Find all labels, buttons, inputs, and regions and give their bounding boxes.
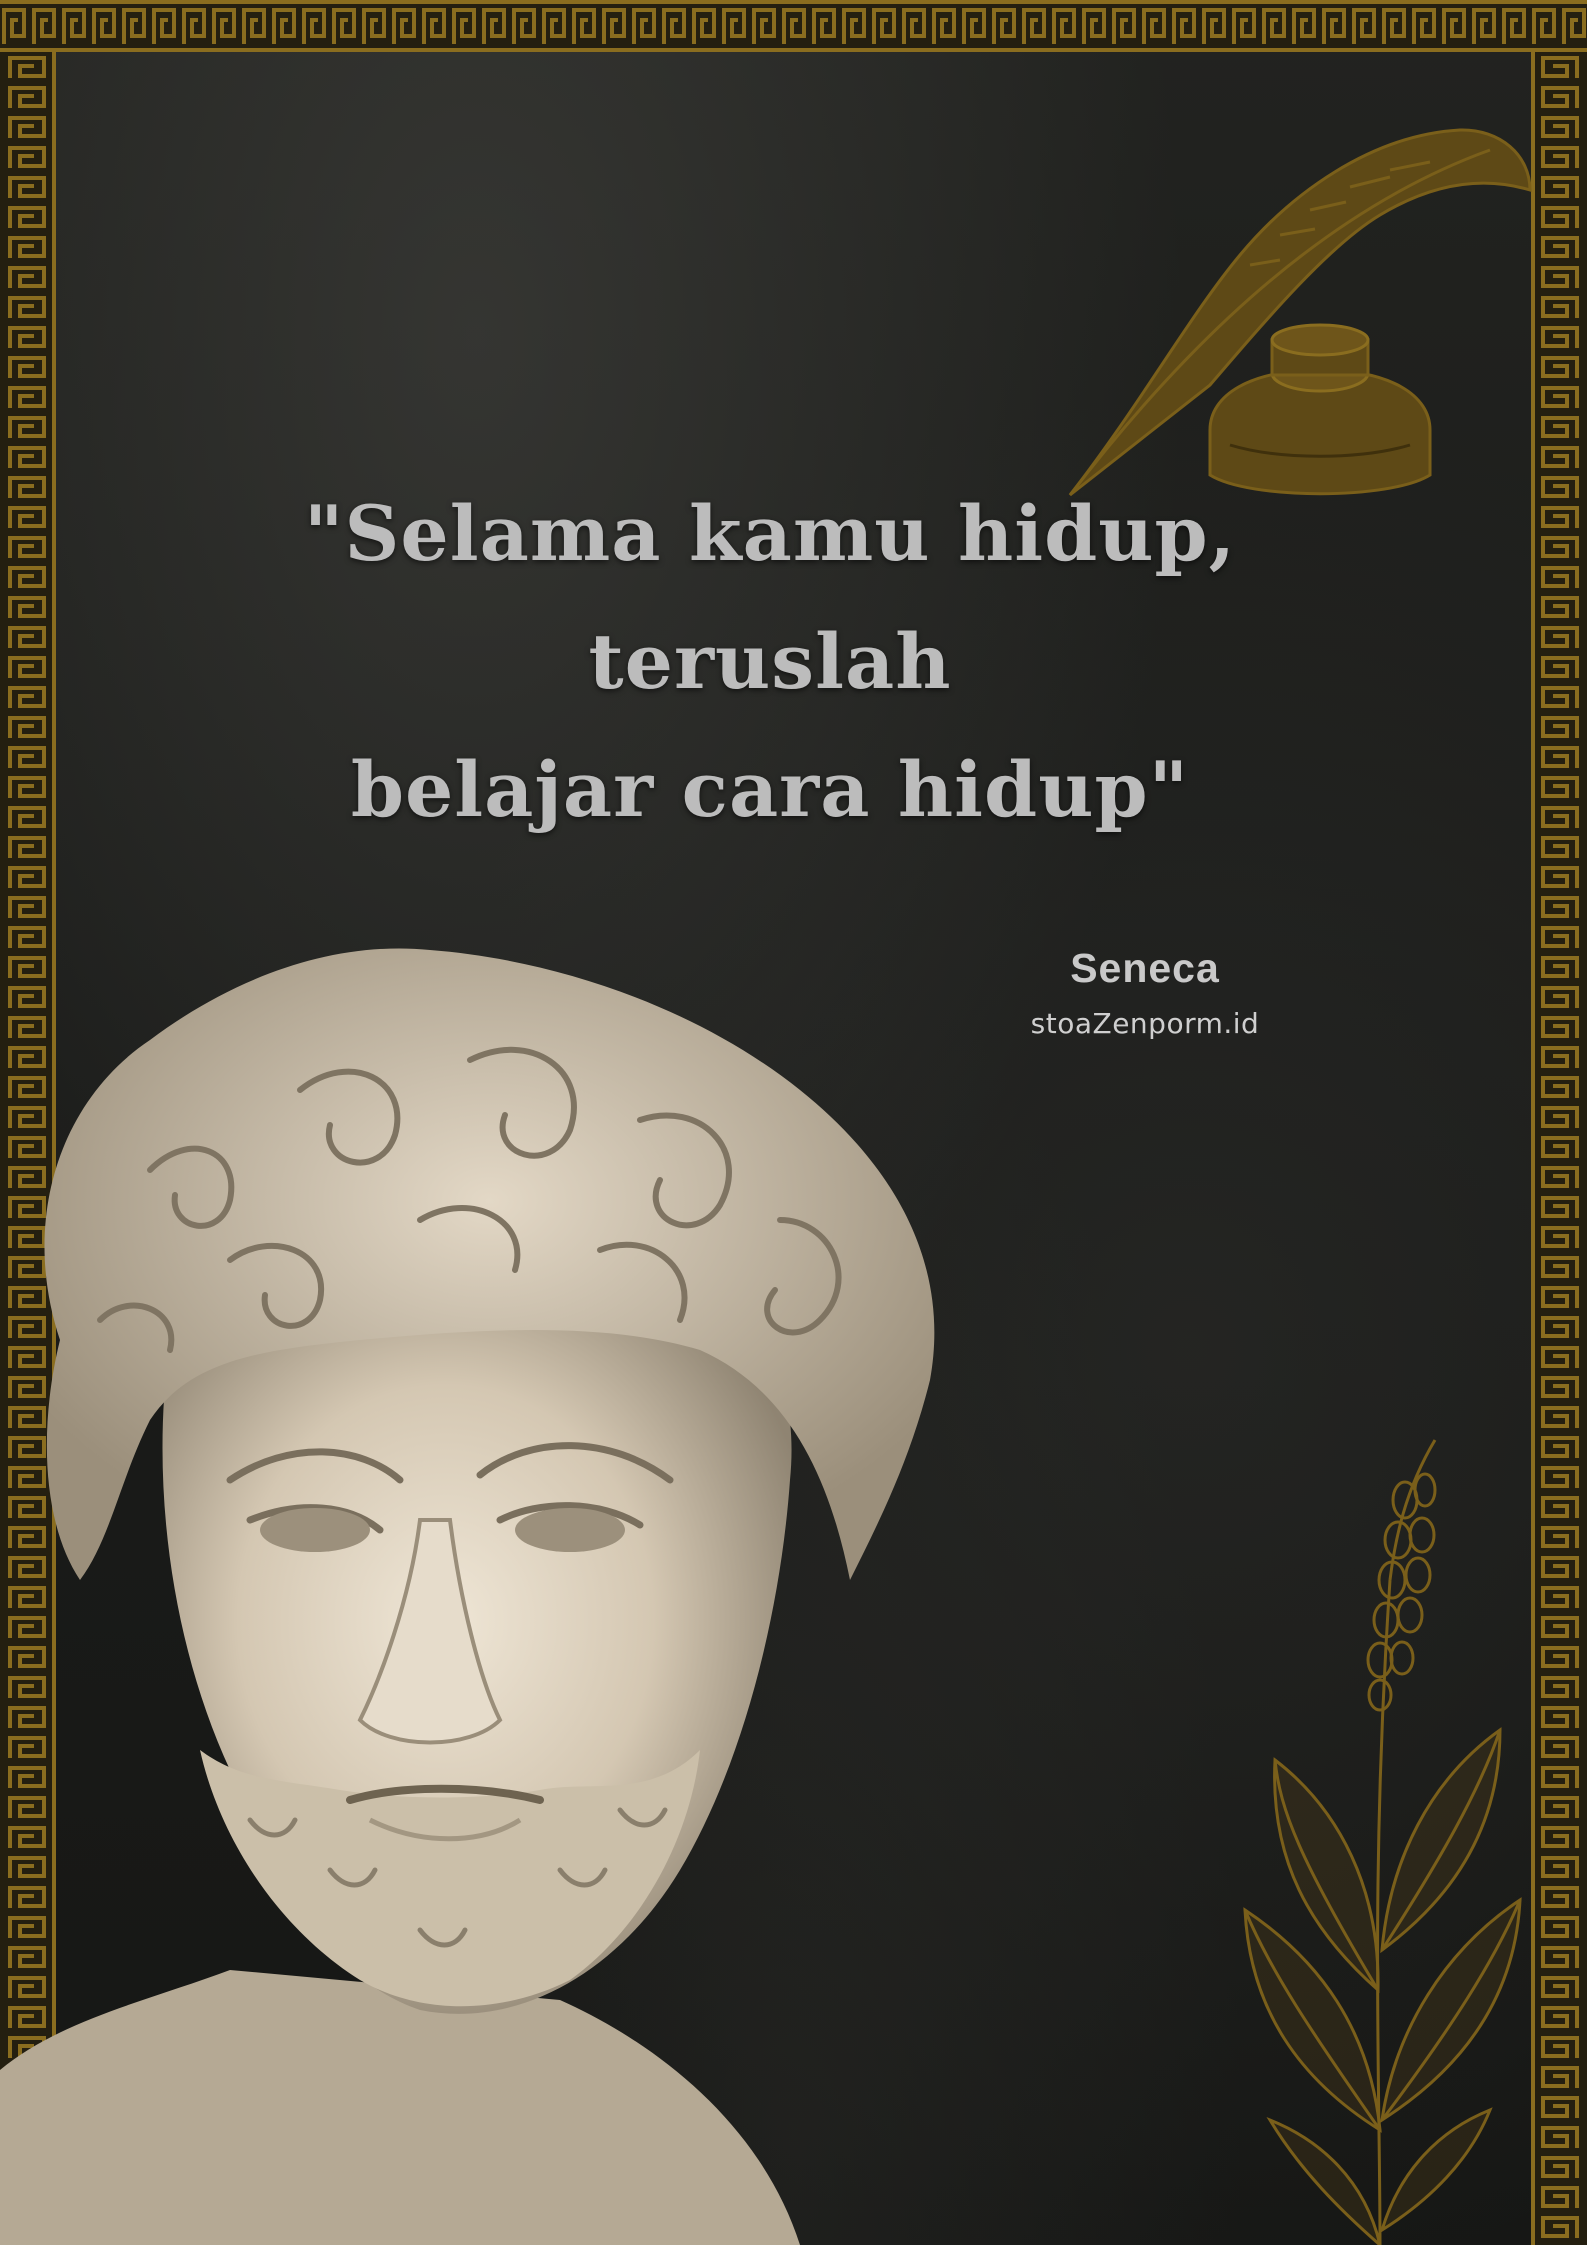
inkwell-icon	[1210, 325, 1430, 494]
quote-text	[110, 470, 1430, 854]
quote-line-2: belajar cara hidup"	[350, 745, 1190, 834]
seneca-bust-icon	[0, 920, 1000, 2245]
quill-icon	[1050, 115, 1540, 510]
author-name: Seneca	[1070, 945, 1220, 991]
plant-sprig-icon	[1230, 1430, 1530, 2245]
quote-line-1: "Selama kamu hidup, teruslah	[303, 489, 1237, 706]
greek-key-border-top-icon	[0, 0, 1587, 52]
website-credit: stoaZenporm.id	[1030, 1007, 1260, 1040]
